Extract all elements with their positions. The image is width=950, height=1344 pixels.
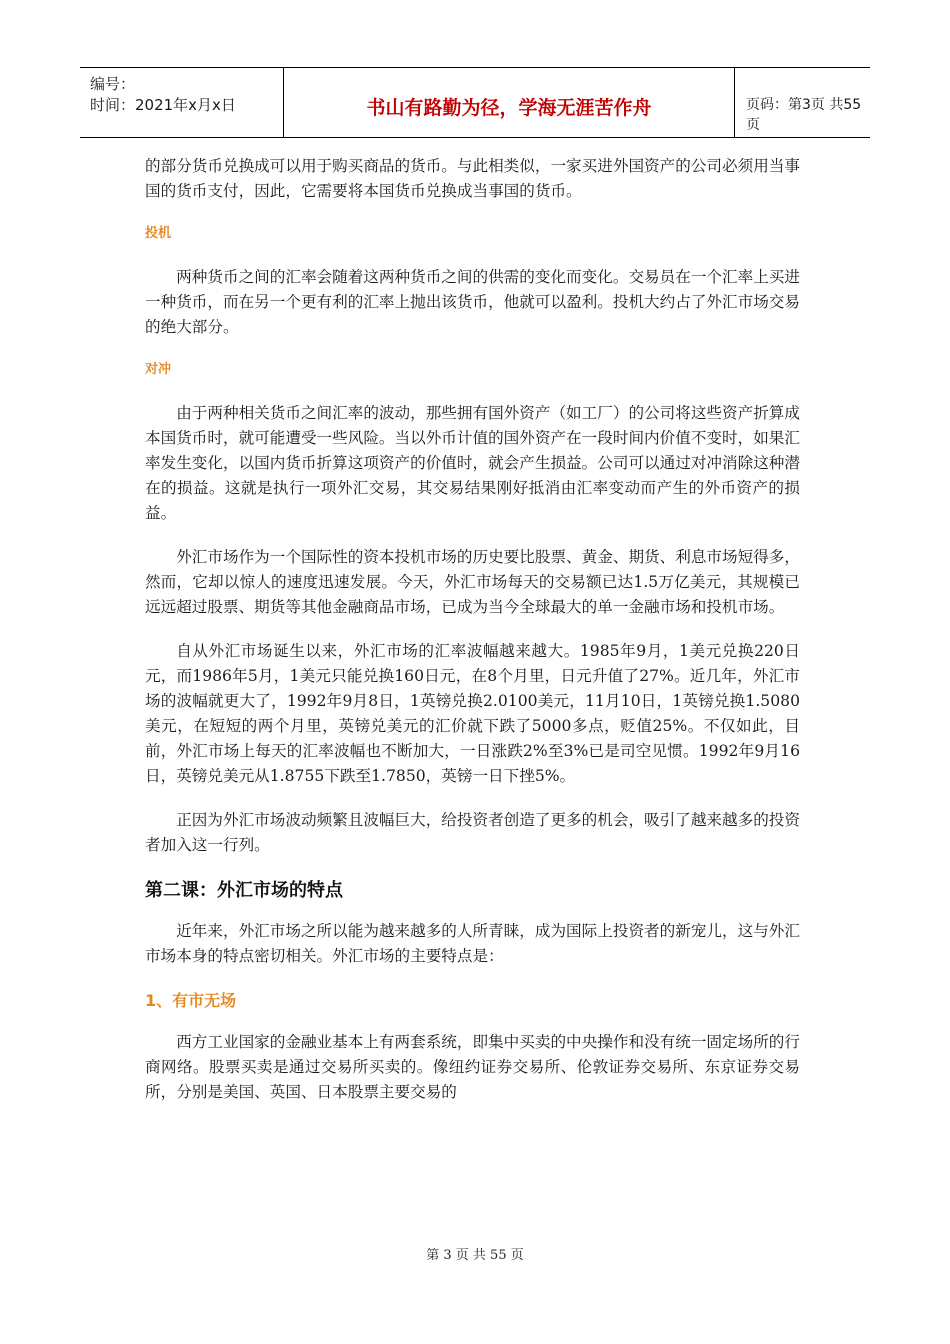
document-number-label: 编号：	[90, 75, 136, 93]
page-footer: 第 3 页 共 55 页	[426, 1248, 524, 1263]
paragraph-speculation: 两种货币之间的汇率会随着这两种货币之间的供需的变化而变化。交易员在一个汇率上买进一种货币，而在另一个更有利的汇率上抛出该货币，他就可以盈利。投机大约占了外汇市场交易的绝大部分。	[145, 268, 800, 336]
subheading-hedge: 对冲	[145, 362, 172, 377]
header-page-info: 页码：第3页 共55页	[746, 97, 862, 133]
lesson-heading: 第二课：外汇市场的特点	[145, 880, 343, 901]
header-left-cell	[80, 68, 284, 137]
paragraph-continued: 的部分货币兑换成可以用于购买商品的货币。与此相类似，一家买进外国资产的公司必须用当事国的货币支付，因此，它需要将本国货币兑换成当事国的货币。	[145, 157, 800, 200]
document-body	[145, 154, 800, 1124]
page-header	[80, 67, 870, 138]
paragraph-opportunity: 正因为外汇市场波动频繁且波幅巨大，给投资者创造了更多的机会，吸引了越来越多的投资者加入这一行列。	[145, 811, 800, 854]
header-middle-cell	[284, 68, 735, 137]
header-right-cell	[736, 68, 870, 137]
point-heading: 1、有市无场	[145, 991, 237, 1010]
subheading-speculation: 投机	[145, 226, 172, 241]
header-motto: 书山有路勤为径，学海无涯苦作舟	[366, 97, 652, 119]
document-date: 时间：2021年x月x日	[90, 96, 236, 114]
paragraph-market-history: 外汇市场作为一个国际性的资本投机市场的历史要比股票、黄金、期货、利息市场短得多，然而，它却以惊人的速度迅速发展。今天，外汇市场每天的交易额已达1.5万亿美元，其规模已远远超过股票、期货等其他金融商品市场，已成为当今全球最大的单一金融市场和投机市场。	[145, 548, 800, 616]
paragraph-volatility: 自从外汇市场诞生以来，外汇市场的汇率波幅越来越大。1985年9月，1美元兑换220日元，而1986年5月，1美元只能兑换160日元，在8个月里，日元升值了27%。近几年，外汇市场的波幅就更大了，1992年9月8日，1英镑兑换2.0100美元，11月10日，1英镑兑换1.5080美元，在短短的两个月里，英镑兑美元的汇价就下跌了5000多点，贬值25%。不仅如此，目前，外汇市场上每天的汇率波幅也不断加大，一日涨跌2%至3%已是司空见惯。1992年9月16日，英镑兑美元从1.8755下跌至1.7850，英镑一日下挫5%。	[145, 642, 800, 785]
paragraph-point-one: 西方工业国家的金融业基本上有两套系统，即集中买卖的中央操作和没有统一固定场所的行商网络。股票买卖是通过交易所买卖的。像纽约证券交易所、伦敦证券交易所、东京证券交易所，分别是美国、英国、日本股票主要交易的	[145, 1033, 800, 1101]
paragraph-lesson-intro: 近年来，外汇市场之所以能为越来越多的人所青睐，成为国际上投资者的新宠儿，这与外汇市场本身的特点密切相关。外汇市场的主要特点是：	[145, 922, 800, 965]
paragraph-hedge: 由于两种相关货币之间汇率的波动，那些拥有国外资产（如工厂）的公司将这些资产折算成本国货币时，就可能遭受一些风险。当以外币计值的国外资产在一段时间内价值不变时，如果汇率发生变化，以国内货币折算这项资产的价值时，就会产生损益。公司可以通过对冲消除这种潜在的损益。这就是执行一项外汇交易，其交易结果刚好抵消由汇率变动而产生的外币资产的损益。	[145, 404, 800, 522]
